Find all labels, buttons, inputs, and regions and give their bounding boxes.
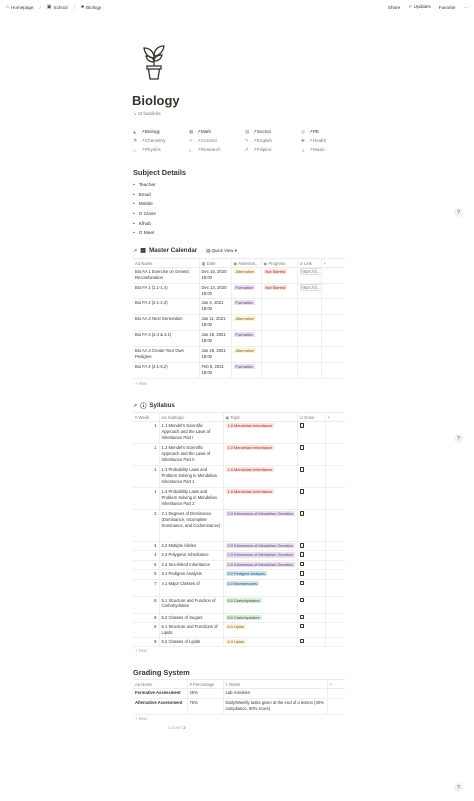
col-assessment[interactable]: ◉ Assessm... — [231, 259, 261, 268]
event-name[interactable]: Bio AA 2 Next Generation — [133, 314, 199, 330]
table-row[interactable] — [133, 422, 345, 444]
table-row[interactable] — [133, 488, 345, 510]
done-checkbox[interactable] — [300, 581, 305, 586]
event-assessment[interactable] — [231, 330, 261, 346]
topic-cell[interactable] — [223, 488, 297, 510]
home-icon: ⌂ — [6, 4, 10, 10]
done-checkbox[interactable] — [300, 598, 305, 603]
topic-tag: 2.0 Extensions of Mendelian Genetics — [227, 511, 293, 516]
magnet-icon: ∩ — [133, 147, 137, 153]
plant-icon: ♣ — [80, 4, 85, 10]
detail-gclass[interactable]: • G Class — [133, 210, 156, 220]
done-checkbox[interactable] — [300, 552, 305, 557]
master-calendar-header — [133, 247, 237, 254]
event-date[interactable]: Dec 16, 2020 18:00 — [199, 268, 231, 284]
subtopic-cell[interactable]: 2.2 Multiple Alleles — [159, 542, 223, 551]
syllabus-table — [133, 412, 345, 647]
link-filipino[interactable]: ✐ ↗Filipino — [245, 147, 272, 152]
event-assessment[interactable] — [231, 298, 261, 314]
topic-cell[interactable] — [223, 579, 297, 596]
table-row[interactable] — [133, 689, 345, 699]
url-link[interactable]: https://cl... — [301, 285, 321, 290]
event-assessment[interactable] — [231, 362, 261, 378]
syllabus-new-row-button[interactable]: + New — [135, 648, 147, 653]
master-calendar-title[interactable]: Master Calendar — [149, 247, 198, 254]
atom-icon: ⚛ — [189, 138, 194, 143]
check-icon: ✓ — [408, 4, 413, 10]
master-calendar-table — [133, 258, 345, 379]
event-date[interactable]: Jan 4, 2021 18:00 — [199, 298, 231, 314]
link-arrow-icon: ↗ — [133, 247, 138, 254]
syllabus-title[interactable]: Syllabus — [149, 402, 175, 409]
subtopic-cell[interactable]: 6.2 Classes of Lipids — [159, 637, 223, 646]
week-cell[interactable]: 8 — [133, 622, 159, 637]
event-assessment[interactable] — [231, 314, 261, 330]
done-cell[interactable] — [297, 444, 325, 466]
done-checkbox[interactable] — [300, 511, 305, 516]
table-row[interactable] — [133, 699, 345, 715]
table-row[interactable] — [133, 268, 345, 284]
topic-tag: 1.0 Mendelian Inheritance — [227, 445, 273, 450]
table-row[interactable] — [133, 560, 345, 569]
progress-tag: Not Started — [265, 285, 286, 290]
done-cell[interactable] — [297, 596, 325, 613]
done-checkbox[interactable] — [300, 467, 305, 472]
done-checkbox[interactable] — [300, 489, 305, 494]
done-cell[interactable] — [297, 510, 325, 542]
assessment-tag: Alternative — [235, 269, 254, 274]
subtopic-cell[interactable]: 3.1 Pedigree Analysis — [159, 570, 223, 579]
topic-cell[interactable] — [223, 560, 297, 569]
table-row[interactable] — [133, 579, 345, 596]
add-column-button[interactable]: + — [325, 413, 345, 422]
event-date[interactable]: Jan 25, 2021 18:00 — [199, 346, 231, 362]
search-icon: ⌕ — [189, 147, 192, 153]
assessment-tag: Formative — [235, 331, 253, 337]
detail-email[interactable]: • Email — [133, 191, 156, 201]
topic-tag: 4.0 Biomolecules — [227, 580, 258, 586]
event-progress[interactable] — [261, 268, 297, 284]
grade-percentage[interactable]: 75% — [187, 699, 223, 715]
share-button[interactable]: Share — [387, 4, 401, 10]
updates-button[interactable]: ✓ Updates — [408, 4, 431, 10]
topic-cell[interactable] — [223, 422, 297, 444]
link-math[interactable]: ▦ ↗Math — [189, 129, 212, 134]
detail-gmeet[interactable]: • G Meet — [133, 229, 156, 239]
pen-icon: ✎ — [245, 138, 249, 143]
table-row[interactable] — [133, 330, 345, 346]
col-name[interactable]: Aa Name — [133, 259, 199, 268]
week-cell[interactable]: 1 — [133, 422, 159, 444]
favorite-button[interactable]: Favorite — [438, 4, 456, 10]
event-name[interactable]: Bio FA 1 (1.1-1.4) — [133, 284, 199, 299]
topic-tag: 2.0 Extensions of Mendelian Genetics — [227, 543, 293, 548]
event-link[interactable] — [297, 314, 321, 330]
event-progress[interactable] — [261, 362, 297, 378]
event-name[interactable]: Bio FA 4 (4.1-6.2) — [133, 362, 199, 378]
abacus-icon: ▦ — [189, 129, 194, 134]
plant-icon: ♣ — [133, 129, 137, 135]
subtopic-cell[interactable]: 1.2 Mendel's Scientific Approach and the Laws of Inheritance Part II — [159, 444, 223, 466]
grading-table — [133, 679, 345, 715]
event-progress[interactable] — [261, 298, 297, 314]
col-date[interactable]: ▦ Date — [199, 259, 231, 268]
event-link[interactable] — [297, 298, 321, 314]
topic-cell[interactable] — [223, 637, 297, 646]
col-week[interactable]: # Week — [133, 413, 159, 422]
link-socsci[interactable]: ▤ ↗SocSci — [245, 129, 272, 134]
table-row[interactable] — [133, 346, 345, 362]
add-column-button[interactable]: + — [321, 259, 345, 268]
help-button[interactable]: ? — [454, 208, 463, 217]
topic-tag: 3.0 Pedigree Analysis — [227, 571, 265, 577]
done-cell[interactable] — [297, 622, 325, 637]
event-date[interactable]: Feb 8, 2021 18:00 — [199, 362, 231, 378]
top-bar: ⌂ Homepage / ▣ School / ♣ Biology Share ✓ Updates Favorite ··· — [6, 4, 468, 10]
week-cell[interactable]: 5 — [133, 560, 159, 569]
week-cell[interactable]: 1 — [133, 466, 159, 488]
week-cell[interactable]: 8 — [133, 613, 159, 622]
table-row[interactable] — [133, 284, 345, 299]
backlinks[interactable]: ↘ 12 backlinks — [133, 111, 161, 116]
event-assessment[interactable] — [231, 284, 261, 299]
grade-notes[interactable]: Lab Activities — [223, 689, 327, 699]
assessment-tag: Alternative — [235, 347, 254, 353]
topic-tag: 5.0 Carbohydrates — [227, 614, 260, 620]
table-row[interactable] — [133, 466, 345, 488]
ball-icon: ◎ — [301, 129, 306, 134]
topic-tag: 2.0 Extensions of Mendelian Genetics — [227, 552, 293, 558]
week-cell[interactable]: 8 — [133, 637, 159, 646]
col-topic[interactable]: ◉ Topic — [223, 413, 297, 422]
topic-cell[interactable] — [223, 444, 297, 466]
grade-name[interactable]: Formative Assessment — [133, 689, 187, 699]
table-row[interactable] — [133, 613, 345, 622]
event-link[interactable] — [297, 362, 321, 378]
school-icon: ▣ — [46, 4, 52, 10]
done-cell[interactable] — [297, 542, 325, 551]
week-cell[interactable]: 4 — [133, 551, 159, 560]
event-assessment[interactable] — [231, 346, 261, 362]
link-chemistry[interactable]: ⚗ ↗Chemistry — [133, 138, 166, 143]
topic-tag: 6.0 Lipids — [227, 638, 245, 644]
link-arrow-icon: ↗ — [133, 402, 138, 409]
subtopic-cell[interactable]: 4.1 Major Classes of — [159, 579, 223, 596]
event-progress[interactable] — [261, 330, 297, 346]
book-icon: ▤ — [245, 129, 250, 134]
event-name[interactable]: Bio AA 3 Create Your Own Pedigree — [133, 346, 199, 362]
done-cell[interactable] — [297, 637, 325, 646]
grading-system-heading[interactable]: Grading System — [133, 668, 190, 677]
table-row[interactable] — [133, 362, 345, 378]
event-date[interactable]: Dec 14, 2020 18:00 — [199, 284, 231, 299]
subtopic-cell[interactable]: 5.1 Structure and Function of Carbohydrates — [159, 596, 223, 613]
link-music[interactable]: ♫ ↗Music — [301, 147, 325, 153]
week-cell[interactable]: 1 — [133, 488, 159, 510]
link-coresci[interactable]: ⚛ ↗CoreSci — [189, 138, 218, 143]
week-cell[interactable]: 4 — [133, 542, 159, 551]
done-cell[interactable] — [297, 613, 325, 622]
assessment-tag: Formative — [235, 363, 253, 369]
table-row[interactable] — [133, 314, 345, 330]
subtopic-cell[interactable]: 1.1 Mendel's Scientific Approach and the Laws of Inheritance Part I — [159, 422, 223, 444]
subtopic-cell[interactable]: 2.3 Polygenic Inheritance — [159, 551, 223, 560]
done-checkbox[interactable] — [300, 562, 305, 567]
done-cell[interactable] — [297, 560, 325, 569]
link-health[interactable]: ✚ ↗Health — [301, 138, 327, 143]
topic-cell[interactable] — [223, 551, 297, 560]
detail-teacher[interactable]: • Teacher — [133, 181, 156, 191]
subtopic-cell[interactable]: 5.2 Classes of Sugars — [159, 613, 223, 622]
col-notes[interactable]: ≡ Notes — [223, 680, 327, 689]
add-column-button[interactable]: + — [327, 680, 345, 689]
subtopic-cell[interactable]: 1.3 Probability Laws and Problem Solving in Mendelian Inheritance Part 1 — [159, 466, 223, 488]
event-name[interactable]: Bio FA 3 (2.4 & 3.1) — [133, 330, 199, 346]
done-cell[interactable] — [297, 570, 325, 579]
help-button[interactable]: ? — [454, 434, 463, 443]
done-cell[interactable] — [297, 422, 325, 444]
subtopic-cell[interactable]: 1.4 Probability Laws and Problem Solving in Mendelian Inheritance Part 2 — [159, 488, 223, 510]
page-title[interactable]: Biology — [132, 93, 180, 108]
topic-cell[interactable] — [223, 622, 297, 637]
week-cell[interactable]: 1 — [133, 444, 159, 466]
subtopic-cell[interactable]: 2.4 Sex-linked Inheritance — [159, 560, 223, 569]
week-cell[interactable]: 8 — [133, 596, 159, 613]
link-pe[interactable]: ◎ ↗PE — [301, 129, 319, 134]
subtopic-cell[interactable]: 6.1 Structure and Functions of Lipids — [159, 622, 223, 637]
event-link[interactable] — [297, 330, 321, 346]
done-checkbox[interactable] — [300, 615, 305, 620]
count-summary[interactable]: COUNT 2 — [168, 725, 186, 730]
calendar-new-row-button[interactable]: + New — [135, 381, 147, 386]
health-icon: ✚ — [301, 138, 305, 143]
grading-new-row-button[interactable]: + New — [135, 716, 147, 721]
syllabus-header — [133, 401, 175, 410]
subtopic-cell[interactable]: 2.1 Degrees of Dominance (Dominance, Incomplete Dominance, and Codominance) — [159, 510, 223, 542]
music-icon: ♫ — [301, 147, 305, 153]
info-icon: ⓘ — [140, 403, 147, 410]
col-percentage[interactable]: # Percentage — [187, 680, 223, 689]
done-checkbox[interactable] — [300, 624, 305, 629]
assessment-tag: Alternative — [235, 315, 254, 321]
link-biology[interactable]: ♣ ↗Biology — [133, 129, 160, 135]
potted-plant-icon[interactable] — [141, 44, 167, 80]
detail-klhub[interactable]: • Klhub — [133, 219, 156, 229]
topic-cell[interactable] — [223, 510, 297, 542]
event-date[interactable]: Jan 11, 2021 18:00 — [199, 314, 231, 330]
assessment-tag: Formative — [235, 285, 253, 290]
subject-details-list — [133, 181, 156, 239]
event-name[interactable]: Bio AA 1 Exercise on Genetic Recombination — [133, 268, 199, 284]
topic-tag: 1.0 Mendelian Inheritance — [227, 489, 273, 494]
done-cell[interactable] — [297, 579, 325, 596]
topic-tag: 5.0 Carbohydrates — [227, 597, 260, 603]
week-cell[interactable]: 2 — [133, 510, 159, 542]
col-grade-name[interactable]: Aa Name — [133, 680, 187, 689]
done-cell[interactable] — [297, 551, 325, 560]
link-physics[interactable]: ∩ ↗Physics — [133, 147, 161, 153]
breadcrumb-school[interactable]: ▣ School — [46, 4, 68, 10]
topic-tag: 2.0 Extensions of Mendelian Genetics — [227, 561, 293, 567]
done-checkbox[interactable] — [300, 423, 305, 428]
col-progress[interactable]: ◉ Progress — [261, 259, 297, 268]
topic-tag: 1.0 Mendelian Inheritance — [227, 423, 273, 428]
grade-percentage[interactable]: 25% — [187, 689, 223, 699]
topic-cell[interactable] — [223, 596, 297, 613]
event-progress[interactable] — [261, 284, 297, 299]
quill-icon: ✐ — [245, 147, 249, 152]
assessment-tag: Formative — [235, 299, 253, 305]
link-research[interactable]: ⌕ ↗Research — [189, 147, 221, 153]
table-row[interactable] — [133, 570, 345, 579]
event-progress[interactable] — [261, 314, 297, 330]
topic-tag: 1.0 Mendelian Inheritance — [227, 467, 273, 472]
topic-cell[interactable] — [223, 542, 297, 551]
col-subtopic[interactable]: Aa Subtopic — [159, 413, 223, 422]
event-link[interactable] — [297, 284, 321, 299]
done-checkbox[interactable] — [300, 571, 305, 576]
col-link[interactable]: ⊘ Link — [297, 259, 321, 268]
table-row[interactable] — [133, 622, 345, 637]
event-date[interactable]: Jan 18, 2021 18:00 — [199, 330, 231, 346]
event-link[interactable] — [297, 346, 321, 362]
table-row[interactable] — [133, 510, 345, 542]
topic-cell[interactable] — [223, 570, 297, 579]
detail-mobile[interactable]: • Mobile — [133, 200, 156, 210]
breadcrumb-homepage[interactable]: ⌂ Homepage — [6, 4, 34, 10]
event-link[interactable] — [297, 268, 321, 284]
help-button[interactable]: ? — [454, 783, 463, 792]
calendar-icon: ▦ — [140, 247, 147, 254]
event-progress[interactable] — [261, 346, 297, 362]
col-done[interactable]: ☑ Done — [297, 413, 325, 422]
table-row[interactable] — [133, 542, 345, 551]
week-cell[interactable]: 7 — [133, 579, 159, 596]
event-assessment[interactable] — [231, 268, 261, 284]
table-row[interactable] — [133, 596, 345, 613]
table-row[interactable] — [133, 298, 345, 314]
link-english[interactable]: ✎ ↗English — [245, 138, 272, 143]
table-row[interactable] — [133, 551, 345, 560]
done-cell[interactable] — [297, 488, 325, 510]
done-cell[interactable] — [297, 466, 325, 488]
grade-name[interactable]: Alternative Assessment — [133, 699, 187, 715]
table-row[interactable] — [133, 444, 345, 466]
url-link[interactable]: https://cl... — [301, 269, 321, 274]
progress-tag: Not Started — [265, 269, 286, 274]
breadcrumb-biology[interactable]: ♣ Biology — [80, 4, 102, 10]
more-options-button[interactable]: ··· — [463, 4, 468, 10]
topic-cell[interactable] — [223, 466, 297, 488]
done-checkbox[interactable] — [300, 639, 305, 644]
table-row[interactable] — [133, 637, 345, 646]
grade-notes[interactable]: Daily/Weekly tasks given at the end of a lesson (40% compliance, 60% score) — [223, 699, 327, 715]
topic-tag: 6.0 Lipids — [227, 623, 245, 629]
done-checkbox[interactable] — [300, 543, 305, 548]
done-checkbox[interactable] — [300, 445, 305, 450]
topic-cell[interactable] — [223, 613, 297, 622]
event-name[interactable]: Bio FA 2 (2.1-2.3) — [133, 298, 199, 314]
subject-links — [133, 129, 345, 153]
week-cell[interactable]: 5 — [133, 570, 159, 579]
flask-icon: ⚗ — [133, 138, 138, 143]
subject-details-heading[interactable]: Subject Details — [133, 168, 186, 177]
quick-view-dropdown[interactable]: ▤ Quick View ▾ — [206, 247, 237, 253]
